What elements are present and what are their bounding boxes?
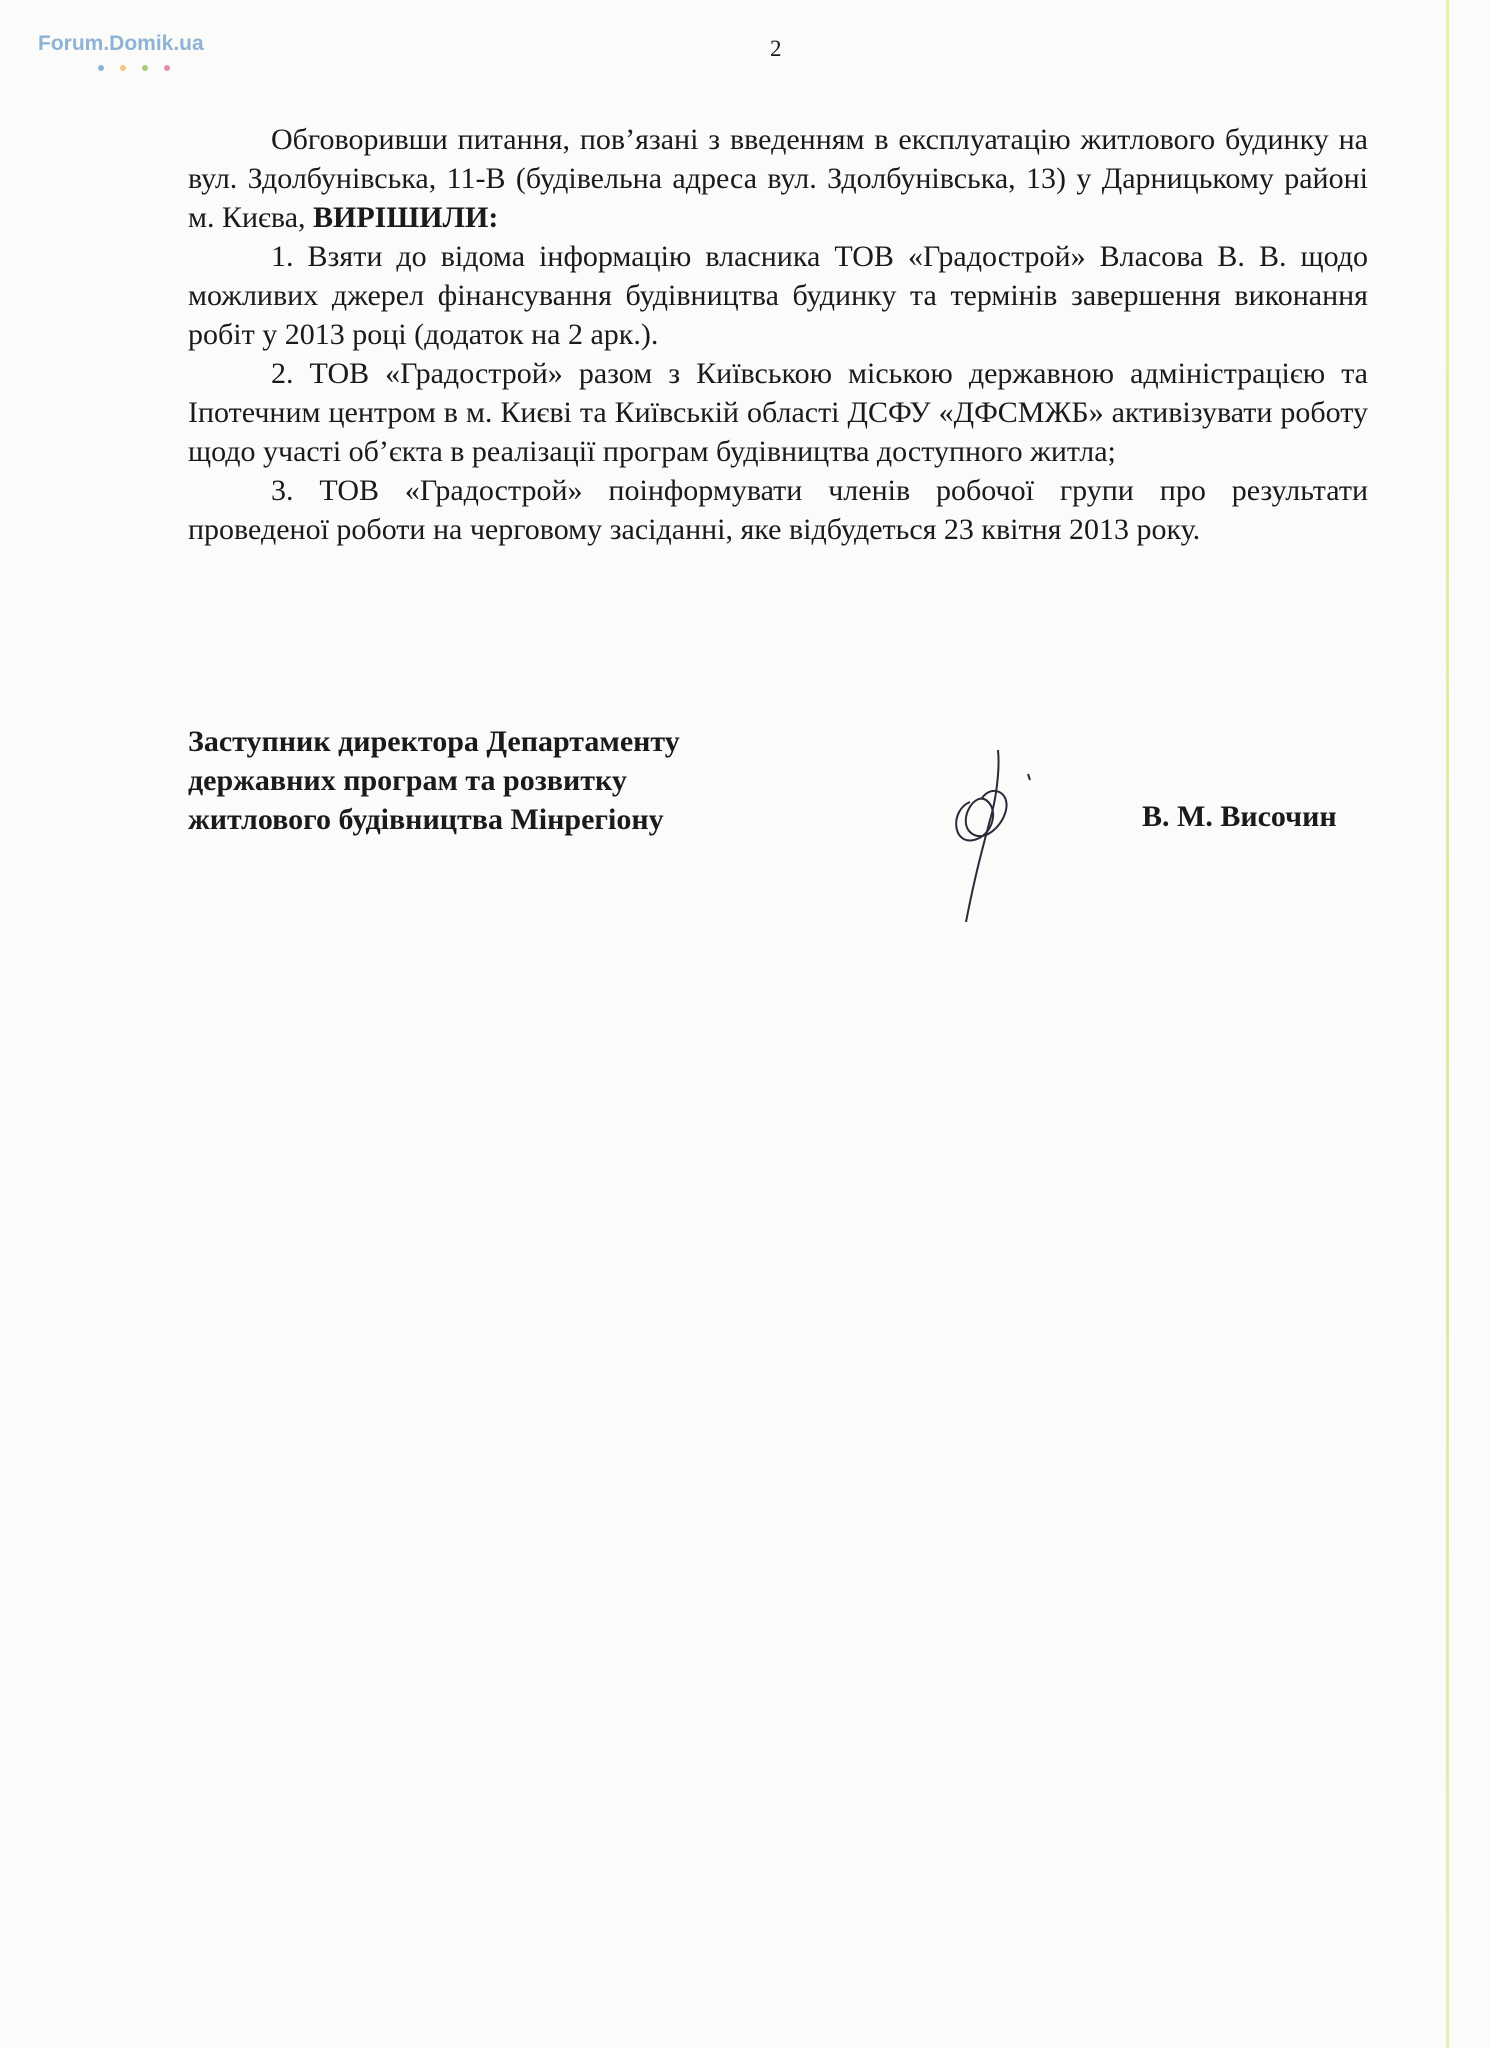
watermark-logo: Forum.Domik.ua <box>38 32 204 55</box>
page-edge <box>1446 0 1449 2048</box>
watermark-dot <box>120 65 126 71</box>
decision-item-1: 1. Взяти до відома інформацію власника ТОВ «Градострой» Власова В. В. щодо можливих джерел фінансування будівництва будинку та термінів завершення виконання робіт у 2013 році (додаток на 2 арк.). <box>188 240 1368 351</box>
decision-item-2: 2. ТОВ «Градострой» разом з Київською міською державною адміністрацією та Іпотечним центром в м. Києві та Київській області ДСФУ «ДФСМЖБ» активізувати роботу щодо участі об’єкта в реалізації програм будівництва доступного житла; <box>188 357 1368 468</box>
watermark-dots <box>98 58 182 76</box>
signatory-title-line: житлового будівництва Мінрегіону <box>188 803 664 836</box>
watermark-dot <box>142 65 148 71</box>
decision-heading: ВИРІШИЛИ: <box>313 201 499 234</box>
handwritten-signature <box>930 740 1050 930</box>
signatory-name: В. М. Височин <box>1142 800 1337 833</box>
watermark-dot <box>98 65 104 71</box>
watermark-dot <box>164 65 170 71</box>
intro-text: Обговоривши питання, пов’язані з введенням в експлуатацію житлового будинку на вул. Здолбунівська, 11-В (будівельна адреса вул. Здолбунівська, 13) у Дарницькому районі м. Києва, <box>188 123 1368 234</box>
signatory-title <box>188 722 680 839</box>
signatory-title-line: Заступник директора Департаменту <box>188 725 680 758</box>
signatory-title-line: державних програм та розвитку <box>188 764 627 797</box>
intro-paragraph <box>188 120 1368 237</box>
decision-item-3: 3. ТОВ «Градострой» поінформувати членів робочої групи про результати проведеної роботи на черговому засіданні, яке відбудеться 23 квітня 2013 року. <box>188 474 1368 546</box>
document-body <box>188 120 1368 549</box>
page-number: 2 <box>770 36 782 61</box>
